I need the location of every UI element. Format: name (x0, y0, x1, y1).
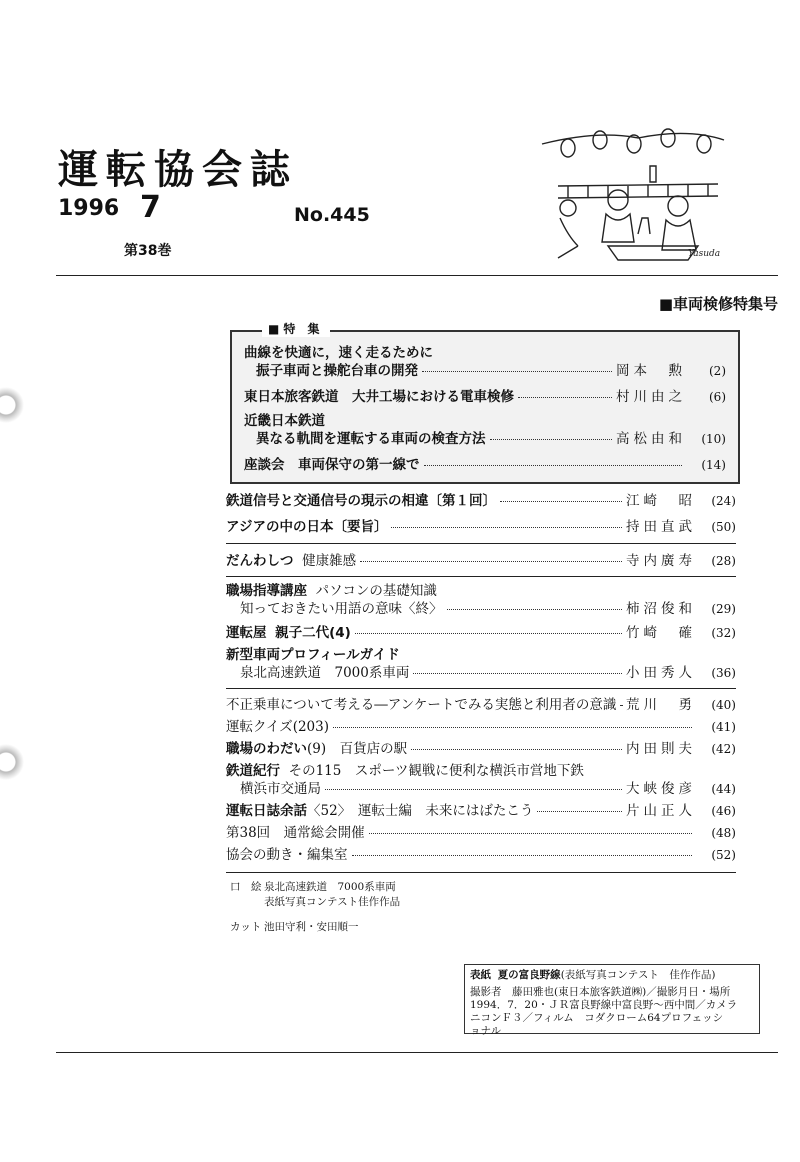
cut-label: カット (230, 921, 262, 933)
feature-item-1 (256, 362, 726, 380)
article-7-title: 不正乗車について考える―アンケートでみる実態と利用者の意識 (226, 697, 617, 713)
article-1-title: 鉄道信号と交通信号の現示の相違〔第１回〕 (226, 493, 496, 509)
article-5-head: 運転屋 (226, 625, 267, 641)
article-11-author: 片山正人 (626, 803, 696, 819)
article-13-title: 協会の動き・編集室 (226, 847, 348, 863)
feature-item-2-title: 東日本旅客鉄道 大井工場における電車検修 (244, 389, 514, 405)
kuchie-line1: 泉北高速鉄道 7000系車両 (264, 881, 396, 893)
illustration-signature: Yasuda (688, 249, 721, 259)
article-4-title: パソコンの基礎知識 (315, 583, 437, 599)
special-issue-label: ■車両検修特集号 (658, 295, 778, 313)
feature-item-3-line1: 近畿日本鉄道 (244, 413, 325, 429)
article-3-page: (28) (711, 554, 736, 568)
article-12-page: (48) (711, 826, 736, 840)
header-divider (56, 275, 778, 276)
article-2-title: アジアの中の日本〔要旨〕 (226, 519, 388, 535)
article-3 (226, 552, 736, 570)
issue-year: 1996 (58, 196, 120, 221)
footer-divider (56, 1052, 778, 1053)
cover-line2: 1994．7．20・ＪＲ富良野線中富良野～西中間／カメラ (470, 999, 738, 1011)
article-11-head: 運転日誌余話 (226, 803, 307, 819)
article-6-head: 新型車両プロフィールガイド (226, 647, 400, 663)
article-7 (226, 696, 736, 714)
feature-item-2-page: (6) (709, 390, 726, 404)
cover-note: (表紙写真コンテスト 佳作作品) (560, 969, 716, 981)
divider-2 (226, 576, 736, 577)
festival-illustration (538, 126, 728, 262)
feature-item-3-line2: 異なる軌間を運転する車両の検査方法 (256, 431, 486, 447)
article-10-author: 大峡俊彦 (626, 781, 696, 797)
article-10 (240, 780, 736, 798)
feature-item-1-line2: 振子車両と操舵台車の開発 (256, 363, 418, 379)
article-9-author: 内田則夫 (626, 741, 696, 757)
article-2 (226, 518, 736, 536)
feature-item-3 (256, 430, 726, 448)
article-5-author: 竹崎 確 (626, 625, 696, 641)
article-9-title: (9) 百貨店の駅 (307, 741, 408, 757)
article-4-line1 (226, 582, 437, 600)
feature-label: ■特 集 (262, 320, 330, 337)
article-6-author: 小田秀人 (626, 665, 696, 681)
article-10-page: (44) (711, 782, 736, 796)
article-6 (240, 664, 736, 682)
article-4-line2: 知っておきたい用語の意味〈終〉 (240, 601, 443, 617)
article-13 (226, 846, 736, 864)
feature-item-2-author: 村川由之 (616, 389, 686, 405)
article-3-author: 寺内廣寿 (626, 553, 696, 569)
binder-hole-bottom (0, 742, 26, 782)
article-4-page: (29) (711, 602, 736, 616)
magazine-title: 運転協会誌 (58, 147, 298, 193)
article-8 (226, 718, 736, 736)
feature-item-2 (244, 388, 726, 406)
article-10-head: 鉄道紀行 (226, 763, 280, 779)
article-9-page: (42) (711, 742, 736, 756)
feature-item-4-title: 座談会 車両保守の第一線で (244, 457, 420, 473)
article-3-title: 健康雑感 (302, 553, 357, 569)
article-6-line2: 泉北高速鉄道 7000系車両 (240, 665, 410, 681)
article-11-page: (46) (711, 804, 736, 818)
issue-number: No.445 (294, 204, 370, 226)
article-4 (240, 600, 736, 618)
cut-names: 池田守利・安田順一 (264, 921, 359, 933)
article-2-author: 持田直武 (626, 519, 696, 535)
article-7-author: 荒川 勇 (626, 697, 696, 713)
article-11 (226, 802, 736, 820)
article-5-page: (32) (711, 626, 736, 640)
article-12 (226, 824, 736, 842)
volume-number: 第38巻 (124, 243, 172, 259)
article-8-title: 運転クイズ(203) (226, 719, 329, 735)
kuchie-line2: 表紙写真コンテスト佳作作品 (264, 896, 401, 908)
article-10-line1 (226, 762, 584, 780)
binder-hole-top (0, 385, 26, 425)
cover-label: 表紙 (470, 969, 491, 981)
cover-title: 夏の富良野線 (497, 969, 561, 981)
article-4-author: 柿沼俊和 (626, 601, 696, 617)
issue-month: 7 (140, 190, 161, 225)
article-13-page: (52) (711, 848, 736, 862)
article-2-page: (50) (711, 520, 736, 534)
article-4-head: 職場指導講座 (226, 583, 307, 599)
article-1 (226, 492, 736, 510)
cover-heading (470, 968, 715, 983)
article-8-page: (41) (711, 720, 736, 734)
article-5 (226, 624, 736, 642)
article-11-title: 〈52〉 運転士編 未来にはばたこう (307, 803, 534, 819)
feature-item-1-line1: 曲線を快適に，速く走るために (244, 345, 433, 361)
article-7-page: (40) (711, 698, 736, 712)
cover-line3: ニコンＦ３／フィルム コダクローム64プロフェッシ (470, 1012, 724, 1024)
divider-4 (226, 872, 736, 873)
article-1-author: 江崎 昭 (626, 493, 696, 509)
article-3-head: だんわしつ (226, 553, 294, 569)
feature-item-1-page: (2) (709, 364, 726, 378)
cover-line4: ョナル (470, 1025, 501, 1037)
article-9-head: 職場のわだい (226, 741, 307, 757)
article-10-line2: 横浜市交通局 (240, 781, 321, 797)
article-9 (226, 740, 736, 758)
article-12-title: 第38回 通常総会開催 (226, 825, 365, 841)
feature-item-3-page: (10) (701, 432, 726, 446)
article-6-page: (36) (711, 666, 736, 680)
divider-1 (226, 543, 736, 544)
feature-item-4 (244, 456, 726, 474)
divider-3 (226, 688, 736, 689)
feature-item-3-author: 高松由和 (616, 431, 686, 447)
cover-line1: 撮影者 藤田雅也(東日本旅客鉄道㈱)／撮影月日・場所 (470, 986, 731, 998)
article-5-title: 親子二代(4) (275, 625, 351, 641)
feature-item-1-author: 岡本 勲 (616, 363, 686, 379)
article-1-page: (24) (711, 494, 736, 508)
article-10-title: その115 スポーツ観戦に便利な横浜市営地下鉄 (288, 763, 584, 779)
kuchie-label: 口 絵 (230, 881, 262, 893)
feature-item-4-page: (14) (701, 458, 726, 472)
